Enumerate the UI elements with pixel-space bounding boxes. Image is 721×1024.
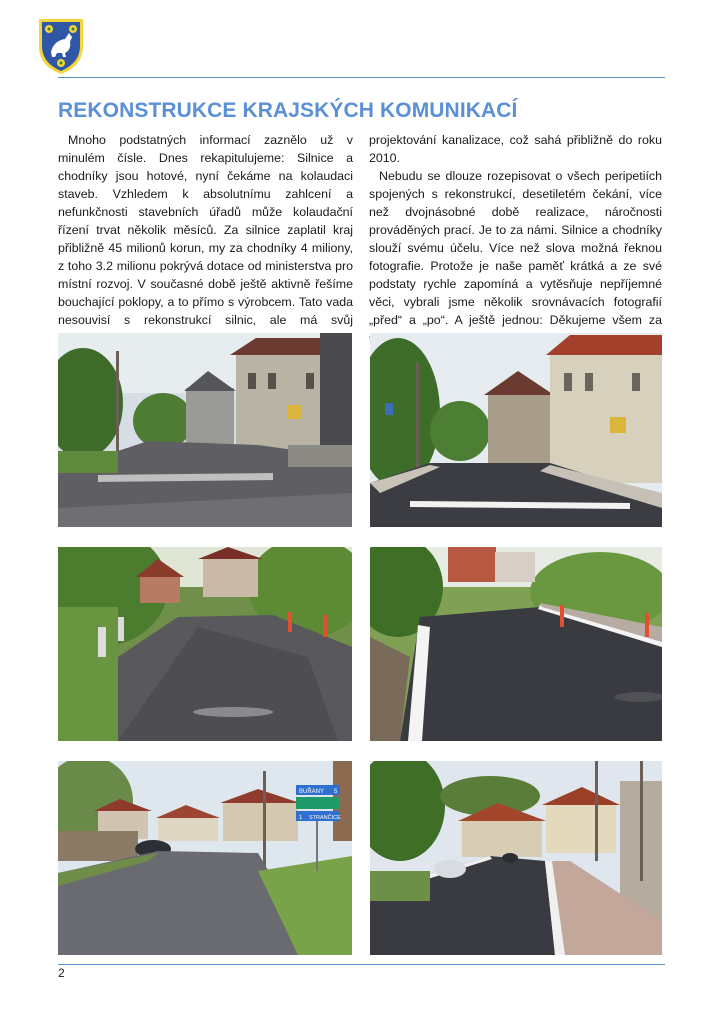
article-title: REKONSTRUKCE KRAJSKÝCH KOMUNIKACÍ <box>58 99 518 122</box>
sign-number-top: 5 <box>334 789 338 795</box>
footer-rule <box>58 964 665 965</box>
article-column-right <box>369 131 662 361</box>
sign-label-top: BUŘANY <box>299 789 325 795</box>
photo-street-after-2 <box>370 547 662 741</box>
article-paragraph: Mnoho podstatných informací zaznělo už v minulém čísle. Dnes rekapitulujeme: Silnice a chodníky jsou hotové, nyní čekáme na kolaudaci staveb. Vzhledem k absolutnímu zahlcení a nefunkčnosti stavebních úřadů může kolaudační řízení trvat několik měsíců. Za silnice zaplatil kraj přibližně 45 milionů korun, my za chodníky 4 miliony, z toho 3.2 milionu pokrývá dotace od ministerstva pro místní rozvoj. V současné době ještě aktivně řešíme bouchající poklopy, a to přímo s výrobcem. Tato vada nesouvisí s rekonstrukcí silnic, ale má svůj <box>58 133 353 328</box>
photo-street-after-3 <box>370 761 662 955</box>
article-column-left <box>58 131 353 348</box>
photo-street-before-2 <box>58 547 352 741</box>
coat-of-arms-icon <box>36 16 86 76</box>
header-rule <box>58 77 665 78</box>
photo-street-before-1 <box>58 333 352 527</box>
photo-street-after-1 <box>370 333 662 527</box>
page-number: 2 <box>58 966 65 980</box>
sign-label-bottom: STRANČICE <box>309 815 341 821</box>
photo-street-before-3 <box>58 761 352 955</box>
article-paragraph: projektování kanalizace, což sahá přibližně do roku 2010. <box>369 133 662 166</box>
sign-number-bottom: 1 <box>299 815 303 821</box>
article-paragraph: Nebudu se dlouze rozepisovat o všech peripetiích spojených s rekonstrukcí, desetiletém čekání, více než dvojnásobné době realizace, náročnosti prováděných prací. Je to za námi. Silnice a chodníky slouží svému účelu. Více než slova možná řeknou fotografie. Protože je naše paměť krátká a ze své podstaty rychle zapomíná a vytěsňuje nepříjemné věci, vybrali jsme několik srovnávacích fotografií „před“ a „po“. A ještě jednou: Děkujeme všem za <box>369 169 662 328</box>
